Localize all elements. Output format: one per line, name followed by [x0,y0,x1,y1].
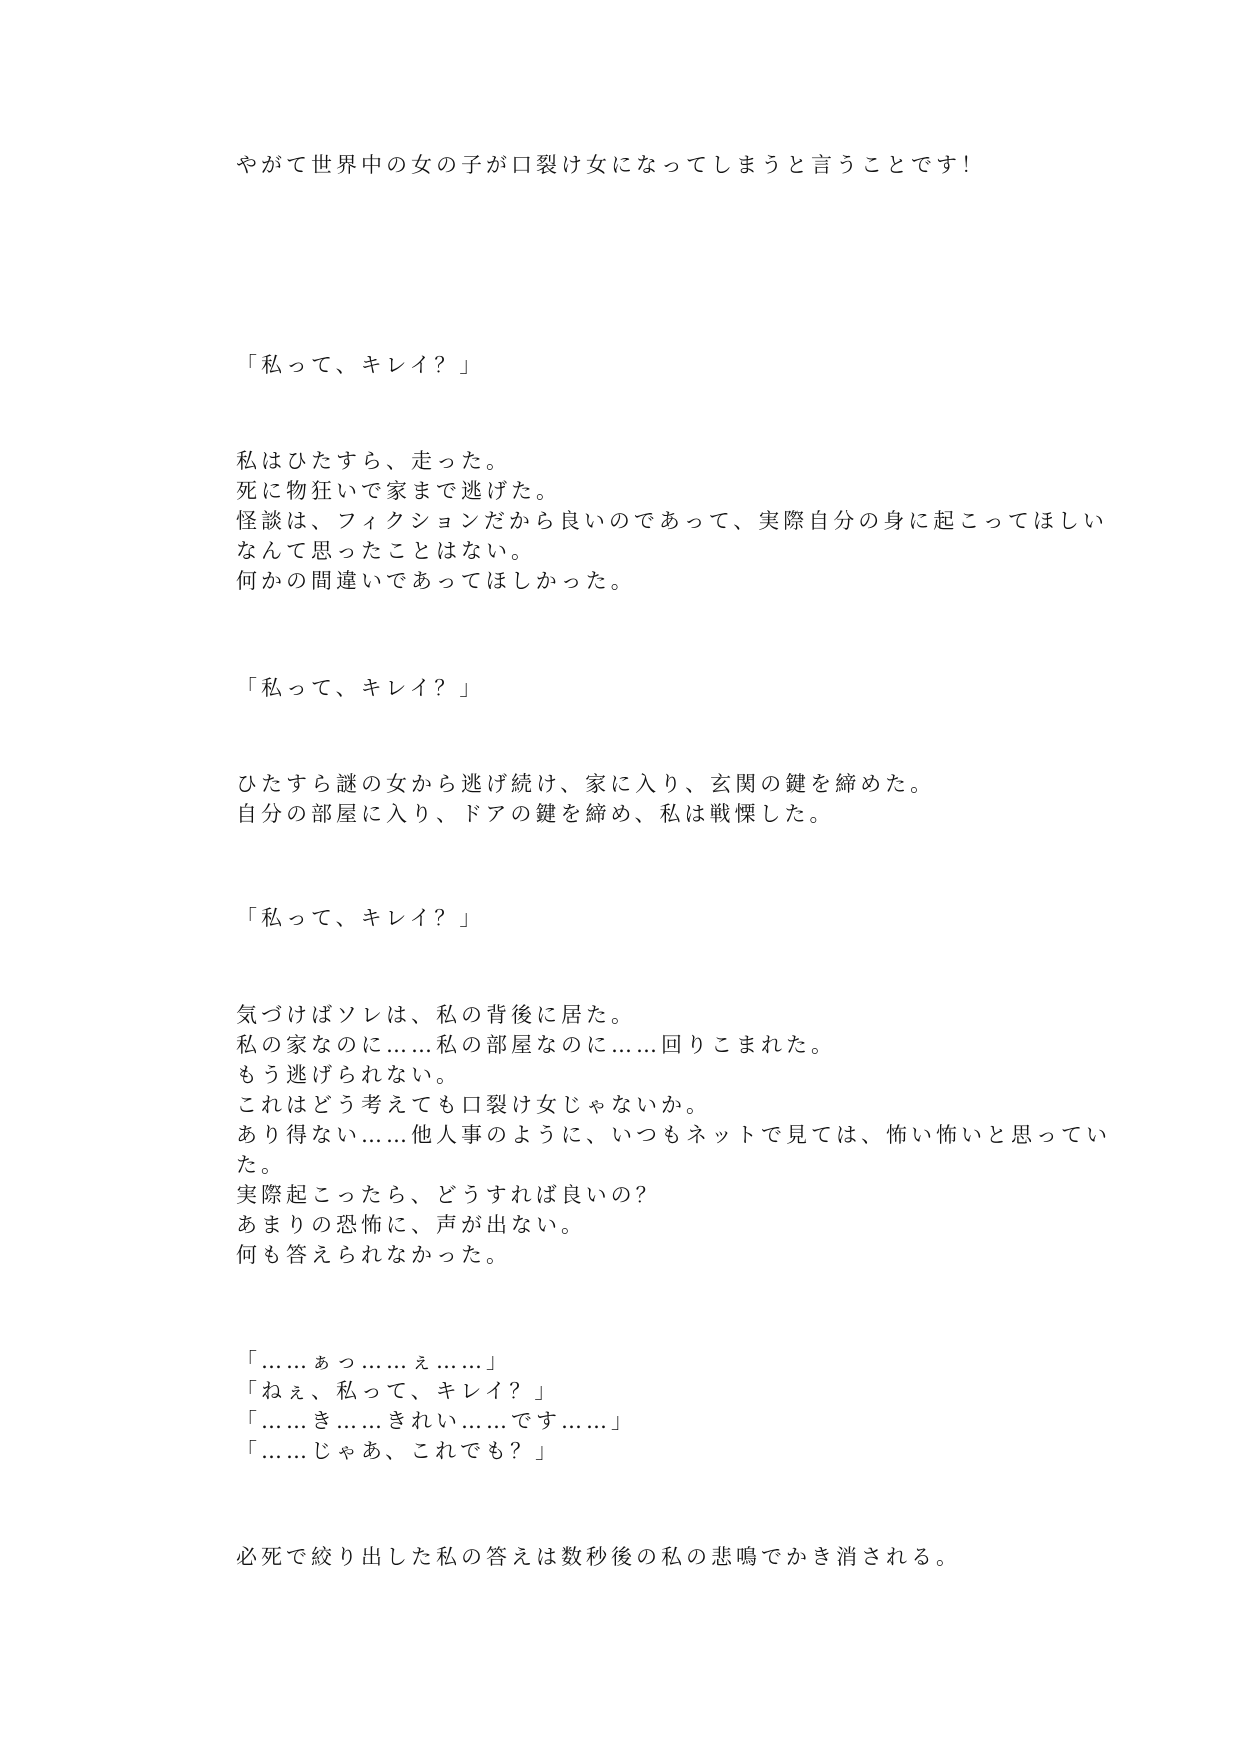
text-line: 私の家なのに……私の部屋なのに……回りこまれた。 [236,1033,836,1057]
text-line: もう逃げられない。 [236,1063,461,1087]
text-line: ひたすら謎の女から逃げ続け、家に入り、玄関の鍵を締めた。 [236,772,936,796]
dialogue-line: 「私って、キレイ？」 [236,676,485,700]
text-line: 何かの間違いであってほしかった。 [236,569,636,593]
text-line: これはどう考えても口裂け女じゃないか。 [236,1093,711,1117]
text-line: 何も答えられなかった。 [236,1243,511,1267]
dialogue-line: 「……き……きれい……です……」 [236,1409,636,1433]
dialogue-line: 「私って、キレイ？」 [236,906,485,930]
text-line: 必死で絞り出した私の答えは数秒後の私の悲鳴でかき消される。 [236,1545,961,1569]
dialogue-line: 「……ぁっ……ぇ……」 [236,1349,511,1373]
text-line: 自分の部屋に入り、ドアの鍵を締め、私は戦慄した。 [236,802,835,826]
text-line: やがて世界中の女の子が口裂け女になってしまうと言うことです！ [236,153,986,177]
text-line: 私はひたすら、走った。 [236,449,511,473]
text-line: あり得ない……他人事のように、いつもネットで見ては、怖い怖いと思ってい [236,1123,1111,1147]
text-line: 気づけばソレは、私の背後に居た。 [236,1003,636,1027]
text-line: 死に物狂いで家まで逃げた。 [236,479,561,503]
text-line: 怪談は、フィクションだから良いのであって、実際自分の身に起こってほしい [236,509,1108,533]
dialogue-line: 「ねぇ、私って、キレイ？」 [236,1379,560,1403]
text-line: た。 [236,1153,286,1177]
text-line: 実際起こったら、どうすれば良いの？ [236,1183,661,1207]
dialogue-line: 「……じゃあ、これでも？」 [236,1439,561,1463]
text-line: なんて思ったことはない。 [236,539,536,563]
text-line: あまりの恐怖に、声が出ない。 [236,1213,586,1237]
dialogue-line: 「私って、キレイ？」 [236,353,485,377]
